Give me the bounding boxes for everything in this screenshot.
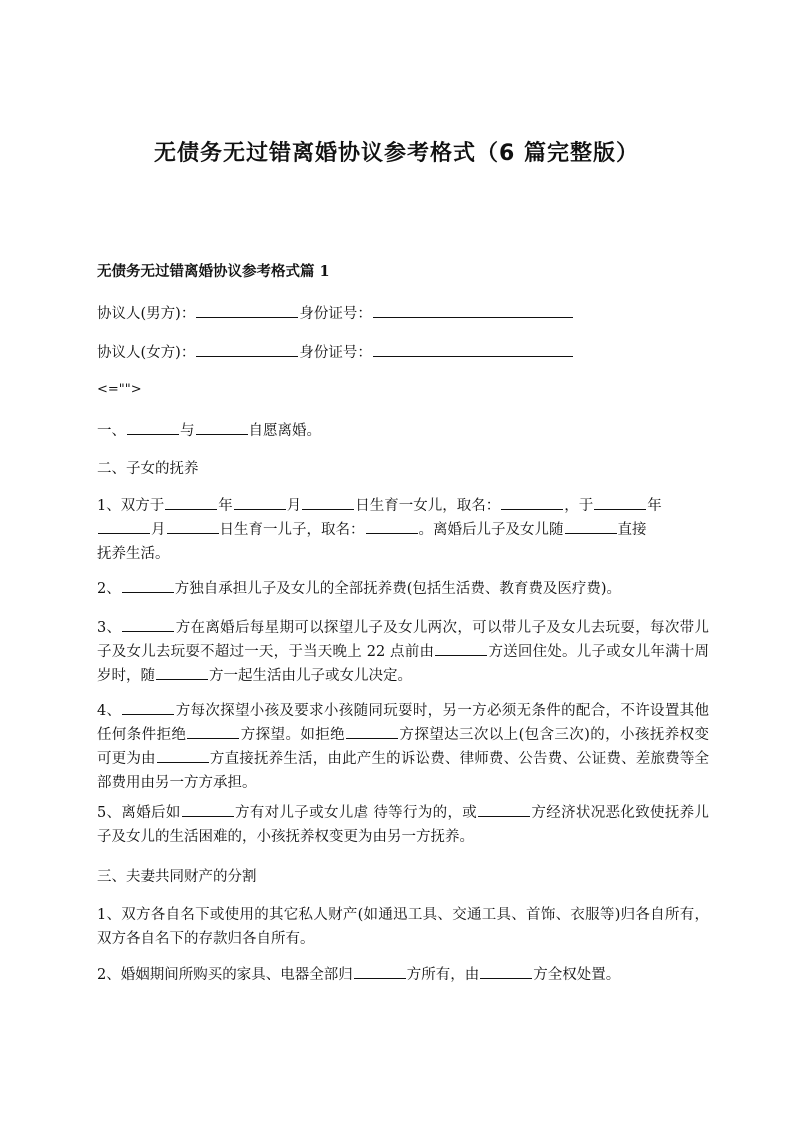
document-title: 无债务无过错离婚协议参考格式（6 篇完整版）	[154, 141, 639, 166]
section-title: 无债务无过错离婚协议参考格式篇 1	[97, 263, 330, 280]
blank	[565, 519, 617, 534]
paragraph-1-line-3: 抚养生活。	[97, 546, 170, 562]
text: 方一起生活由儿子或女儿决定。	[209, 668, 412, 684]
blank	[435, 641, 487, 656]
text: 2、婚姻期间所购买的家具、电器全部归	[97, 967, 353, 983]
clause-1-prefix: 一、	[97, 423, 126, 439]
id-label-male: 身份证号：	[299, 306, 372, 322]
paragraph-6: 1、双方各自名下或使用的其它私人财产(如通迅工具、交通工具、首饰、衣服等)归各自所有，双方各自名下的存款归各自所有。	[97, 907, 709, 947]
male-id-blank	[373, 303, 573, 318]
male-name-blank	[196, 303, 298, 318]
blank	[122, 578, 174, 593]
paragraph-1-line-2	[97, 518, 705, 542]
paragraph-5	[97, 801, 709, 849]
placeholder-tag: <="">	[97, 382, 142, 397]
text: 日生育一女儿，取名：	[355, 498, 501, 514]
clause-1	[97, 419, 705, 443]
paragraph-4	[97, 699, 709, 795]
blank	[594, 495, 646, 510]
text: 3、	[97, 620, 122, 636]
paragraph-1-line-1	[97, 494, 705, 518]
text: 方每次探望小孩及要求小孩随同玩耍时，另一方必须无条件的配合，不许设置其他任何条件拒绝	[97, 703, 709, 743]
blank	[196, 420, 248, 435]
text: 5、离婚后如	[97, 805, 181, 821]
text: 日生育一儿子，取名：	[219, 522, 365, 538]
blank	[366, 519, 418, 534]
blank	[98, 519, 150, 534]
blank	[165, 495, 217, 510]
text: 方直接抚养生活，由此产生的诉讼费、律师费、公告费、公证费、差旅费等全部费用由另一方方承担。	[97, 751, 710, 791]
female-name-blank	[196, 342, 298, 357]
text: 直接	[617, 522, 647, 538]
text: 。离婚后儿子及女儿随	[418, 522, 564, 538]
party-male-label: 协议人(男方)：	[97, 306, 196, 322]
blank	[157, 748, 209, 763]
text: 方探望。如拒绝	[240, 727, 346, 743]
text: 方在离婚后每星期可以探望儿子及女儿两次，可以带儿子及女儿去玩耍，每次带儿子及女儿去玩耍不超过一天，于当天晚上 22 点前由	[97, 620, 709, 660]
text: 年	[647, 498, 662, 514]
text: ，于	[564, 498, 594, 514]
blank	[187, 724, 239, 739]
clause-1-mid: 与	[180, 423, 195, 439]
clause-3-heading: 三、夫妻共同财产的分割	[97, 869, 257, 885]
blank	[501, 495, 563, 510]
blank	[302, 495, 354, 510]
text: 1、双方于	[97, 498, 165, 514]
blank	[346, 724, 398, 739]
id-label-female: 身份证号：	[299, 345, 372, 361]
text: 方有对儿子或女儿虐 待等行为的，或	[234, 805, 478, 821]
text: 4、	[97, 703, 122, 719]
blank	[480, 964, 532, 979]
blank	[182, 802, 234, 817]
blank	[167, 519, 219, 534]
party-male-line	[97, 302, 705, 326]
female-id-blank	[373, 342, 573, 357]
blank	[478, 802, 530, 817]
party-female-label: 协议人(女方)：	[97, 345, 196, 361]
text: 月	[286, 498, 302, 514]
text: 年	[218, 498, 233, 514]
text: 方经济状况恶化致使抚养儿子及女儿的生活困难的，小孩抚养权变更为由另一方抚养。	[97, 805, 709, 845]
text: 2、	[97, 581, 121, 597]
clause-1-suffix: 自愿离婚。	[248, 423, 321, 439]
text: 方全权处置。	[533, 967, 621, 983]
blank	[234, 495, 286, 510]
clause-2-heading: 二、子女的抚养	[97, 461, 199, 477]
text: 方送回住处。儿子或女儿年满十周岁时，随	[97, 644, 710, 684]
blank	[122, 700, 174, 715]
party-female-line	[97, 341, 705, 365]
blank	[122, 617, 174, 632]
paragraph-7	[97, 963, 705, 987]
blank	[354, 964, 406, 979]
blank	[127, 420, 179, 435]
text: 月	[151, 522, 166, 538]
paragraph-3	[97, 616, 709, 688]
paragraph-2	[97, 577, 705, 601]
text: 方探望达三次以上(包含三次)的，小孩抚养权变可更为由	[97, 727, 710, 767]
blank	[156, 665, 208, 680]
text: 方所有，由	[406, 967, 480, 983]
text: 方独自承担儿子及女儿的全部抚养费(包括生活费、教育费及医疗费)。	[174, 581, 622, 597]
